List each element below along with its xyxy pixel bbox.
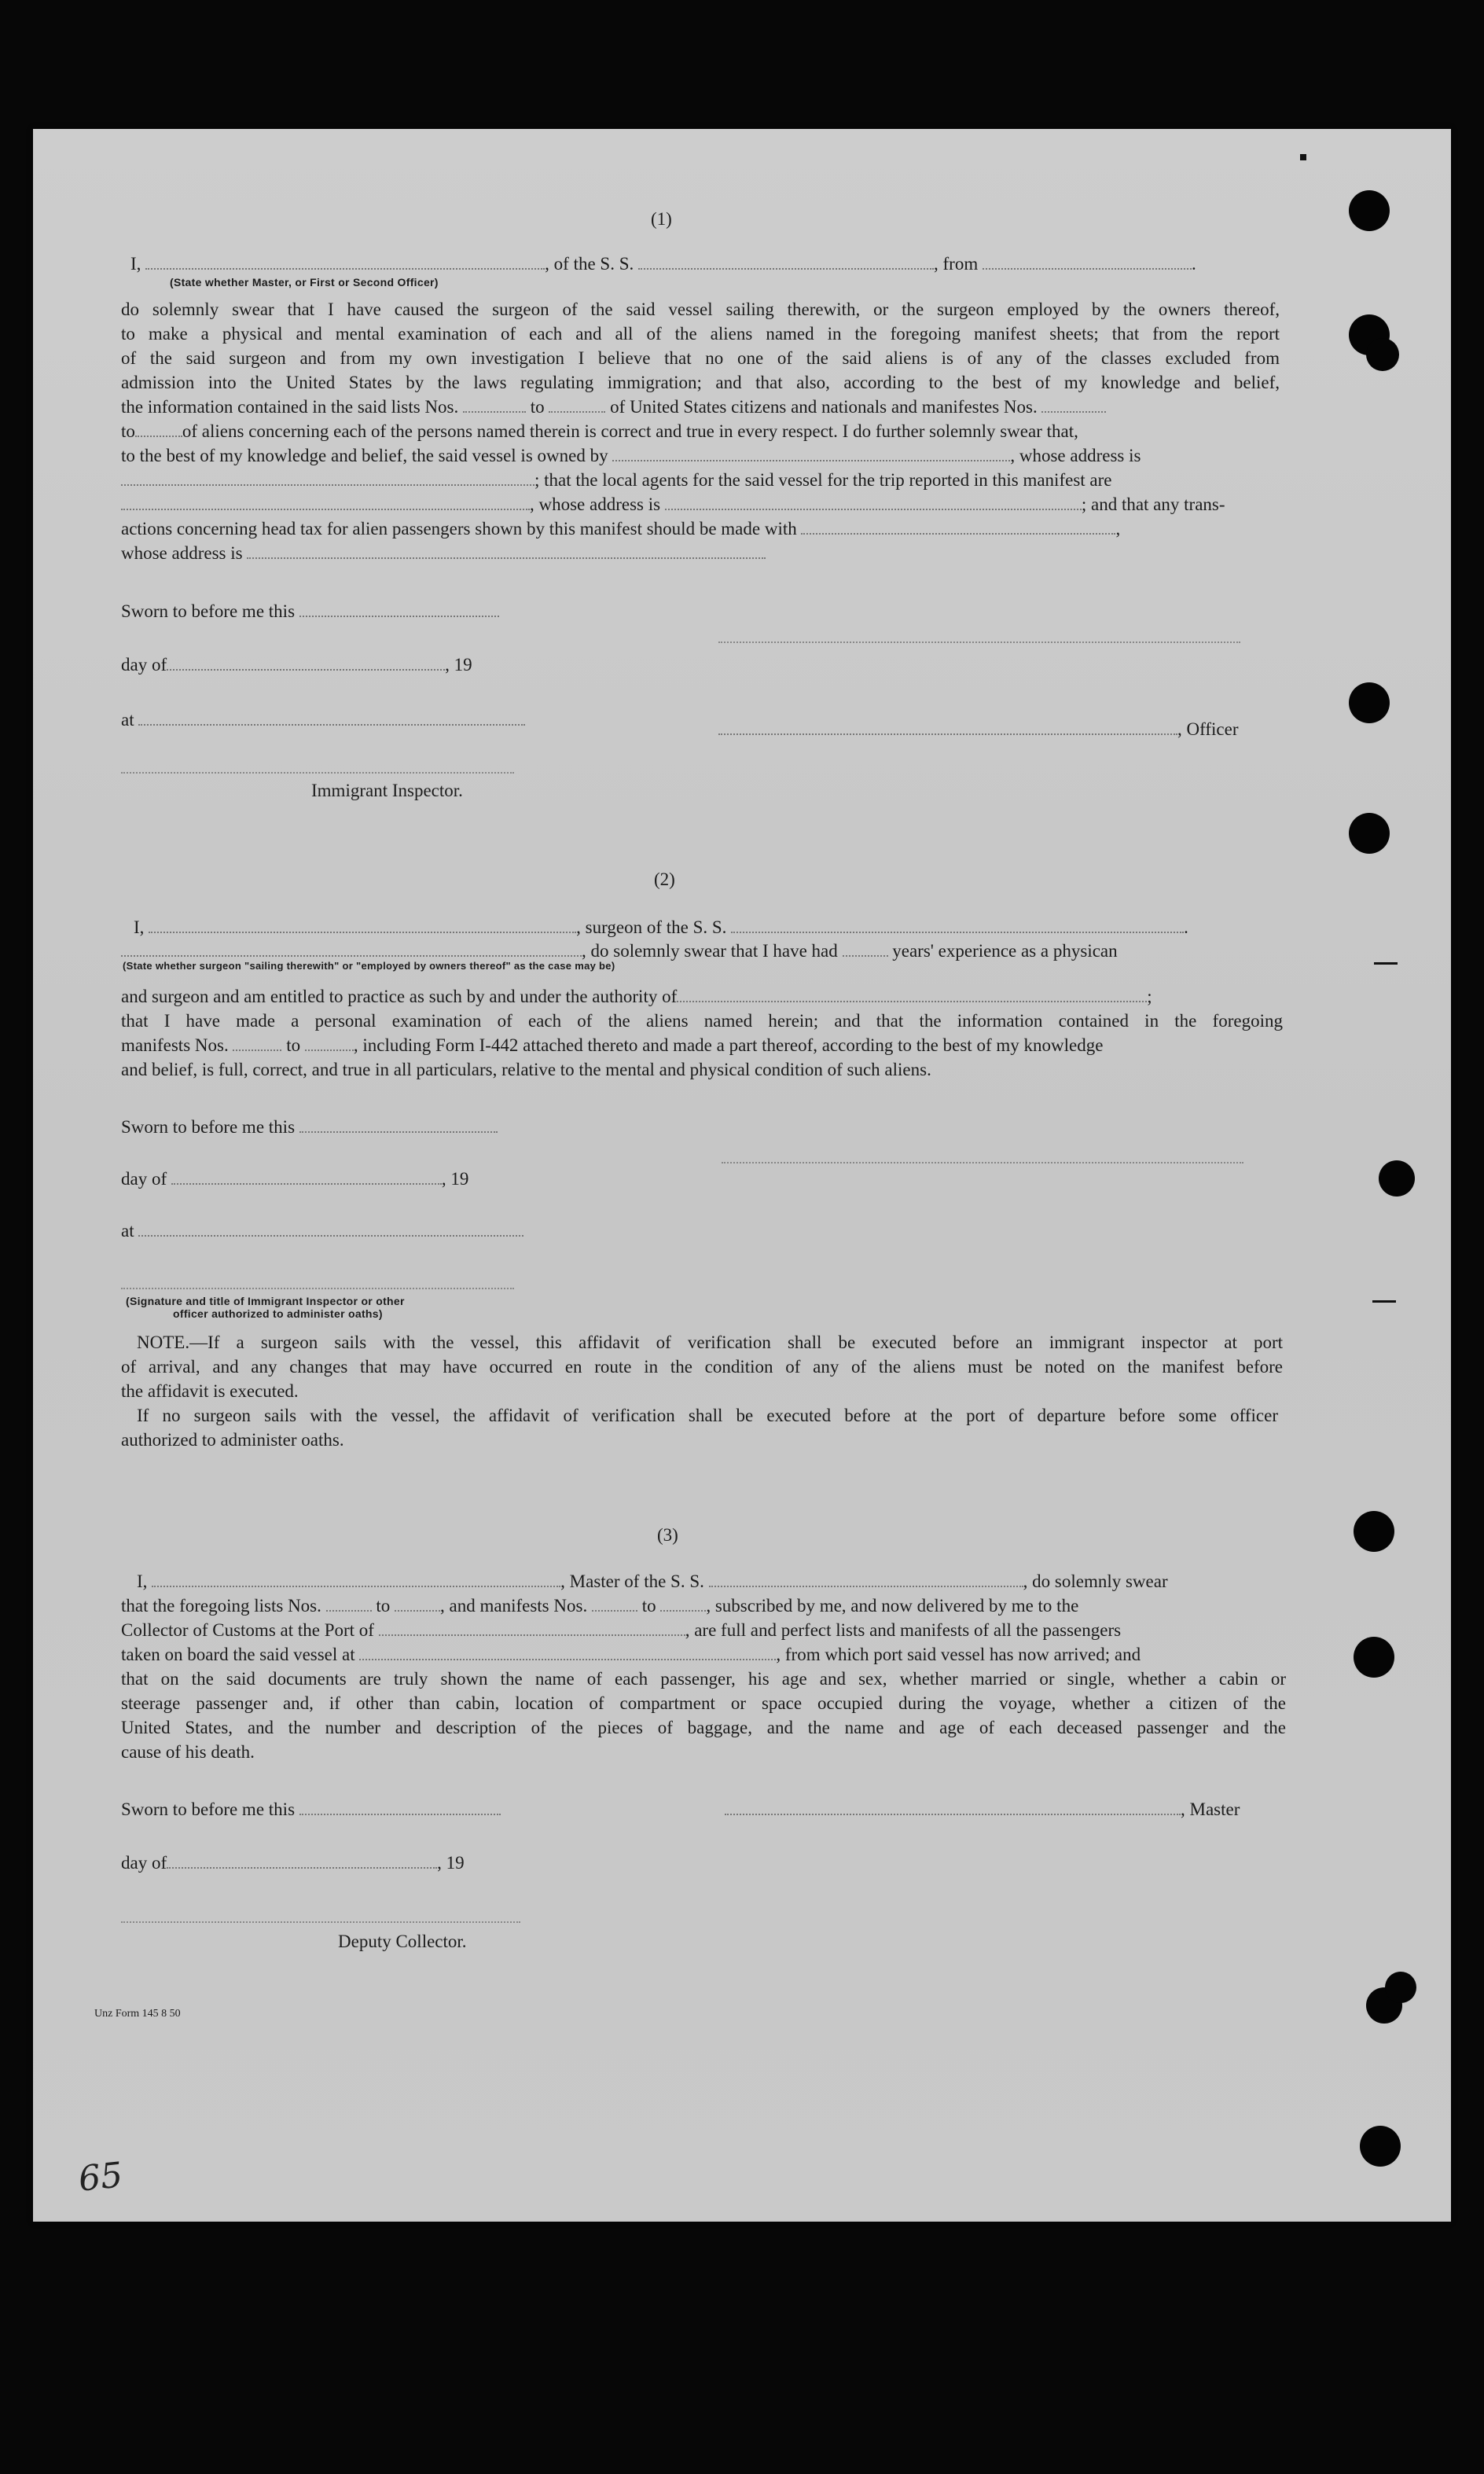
s3-lists-from-field[interactable] [326, 1596, 372, 1612]
s2-day-of-field[interactable] [171, 1169, 442, 1185]
agents-address-field[interactable] [665, 494, 1082, 510]
collector-port-field[interactable] [379, 1620, 685, 1636]
s3-sworn-line: Sworn to before me this [121, 1797, 501, 1821]
surgeon-name-field[interactable] [149, 917, 576, 933]
section-3-collector-line: Collector of Customs at the Port of , are full and perfect lists and manifests of all the passengers [121, 1620, 1122, 1640]
margin-mark [1374, 962, 1398, 965]
s3-manifests-from-field[interactable] [592, 1596, 637, 1612]
section-1-text: do solemnly swear that I have caused the surgeon of the said vessel sailing therewith, or the surgeon employed by the owners thereof, [121, 300, 1280, 319]
s2-sworn-line: Sworn to before me this [121, 1115, 498, 1139]
margin-mark [1372, 1300, 1396, 1303]
master-name-field[interactable] [152, 1572, 560, 1587]
owner-field[interactable] [612, 446, 1010, 461]
manifests-to-field[interactable] [135, 421, 182, 437]
section-1-text: to make a physical and mental examination of each and all of the aliens named in the foregoing manifest sheets; that from the report [121, 324, 1280, 344]
s3-manifests-to-field[interactable] [660, 1596, 706, 1612]
section-1-number: (1) [651, 209, 672, 229]
surgeon-note: (State whether surgeon "sailing therewith" or "employed by owners thereof" as the case may be) [123, 960, 615, 972]
from-port-field[interactable] [983, 254, 1192, 270]
officer-name-field[interactable] [145, 254, 545, 270]
ship-name-field[interactable] [638, 254, 934, 270]
section-3-text: cause of his death. [121, 1742, 255, 1762]
section-1-heading-line: I, , of the S. S. , from . [130, 254, 1196, 274]
s2-at-place-field[interactable] [138, 1221, 523, 1237]
s2-manifests-to-field[interactable] [305, 1035, 354, 1051]
s2-manifests-from-field[interactable] [233, 1035, 281, 1051]
headtax-party-field[interactable] [801, 519, 1115, 535]
note-text: NOTE.—If a surgeon sails with the vessel, this affidavit of verification shall be executed before an immigrant inspector at port [137, 1333, 1283, 1352]
section-1-lists-line: the information contained in the said lists Nos. to of United States citizens and nationals and manifestes Nos. [121, 395, 1106, 419]
section-3-text: that on the said documents are truly shown the name of each passenger, his age and sex, whether married or single, whether a cabin or [121, 1669, 1286, 1689]
agents-field[interactable] [121, 494, 530, 510]
section-2-manifests-line: manifests Nos. to , including Form I-442 attached thereto and made a part thereof, according to the best of my knowledge [121, 1035, 1104, 1055]
section-3-heading-line: I, , Master of the S. S. , do solemnly swear [137, 1572, 1168, 1591]
day-of-line: day of , 19 [121, 655, 472, 675]
punch-hole [1366, 338, 1399, 371]
punch-hole [1354, 1637, 1394, 1678]
surgeon-ship-field[interactable] [731, 917, 1184, 933]
deputy-label: Deputy Collector. [338, 1932, 467, 1951]
lists-from-field[interactable] [463, 397, 526, 413]
s3-lists-to-field[interactable] [395, 1596, 440, 1612]
page-number: 65 [76, 2155, 125, 2200]
day-of-field[interactable] [167, 655, 445, 671]
section-3-text: United States, and the number and description of the pieces of baggage, and the name and age of each deceased passenger and the [121, 1718, 1286, 1737]
master-signature-field[interactable] [725, 1799, 1181, 1815]
form-number: Unz Form 145 8 50 [94, 2008, 181, 2020]
section-1-headtax-line: actions concerning head tax for alien passengers shown by this manifest should be made with , [121, 519, 1121, 539]
section-2-text: that I have made a personal examination of each of the aliens named herein; and that the information contained in the foregoing [121, 1011, 1283, 1031]
deputy-signature-line[interactable] [121, 1921, 520, 1923]
manifest-affidavit-sheet [33, 129, 1451, 2222]
s3-day-of-field[interactable] [167, 1853, 437, 1869]
s2-inspector-signature-line[interactable] [121, 1288, 514, 1289]
note-text: authorized to administer oaths. [121, 1430, 344, 1450]
section-1-aliens-line: to of aliens concerning each of the persons named therein is correct and true in every respect. I do further solemnly swear that, [121, 421, 1078, 441]
s2-day-of-line: day of , 19 [121, 1169, 469, 1189]
punch-hole [1349, 813, 1390, 854]
s2-at-line: at [121, 1219, 523, 1243]
surgeon-type-field[interactable] [121, 941, 582, 957]
section-3-text: steerage passenger and, if other than cabin, location of compartment or space occupied during the voyage, whether a citizen of the [121, 1693, 1286, 1713]
officer-signature-field[interactable] [718, 719, 1177, 735]
note-text: the affidavit is executed. [121, 1381, 299, 1401]
section-1-owner-line: to the best of my knowledge and belief, the said vessel is owned by , whose address is [121, 446, 1141, 465]
section-1-agents-line: ; that the local agents for the said vessel for the trip reported in this manifest are [121, 468, 1111, 492]
punch-hole [1379, 1160, 1415, 1197]
owner-address-field[interactable] [121, 470, 534, 486]
punch-hole [1349, 682, 1390, 723]
sworn-date-field[interactable] [299, 601, 499, 617]
ink-speck [1300, 154, 1306, 160]
section-2-text: and belief, is full, correct, and true in all particulars, relative to the mental and physical condition of such aliens. [121, 1060, 931, 1079]
signature-note-1: (Signature and title of Immigrant Inspector or other [126, 1295, 405, 1307]
section-3-number: (3) [657, 1525, 678, 1545]
headtax-address-field[interactable] [247, 543, 766, 559]
punch-hole [1354, 1511, 1394, 1552]
years-experience-field[interactable] [843, 941, 888, 957]
section-1-headtax-address-line: whose address is [121, 541, 766, 565]
authority-field[interactable] [677, 987, 1147, 1002]
signature-note-2: officer authorized to administer oaths) [173, 1307, 383, 1320]
at-line: at [121, 708, 525, 732]
s3-day-of-line: day of , 19 [121, 1853, 465, 1873]
punch-hole [1349, 190, 1390, 231]
master-line: , Master [725, 1797, 1240, 1821]
officer-signature-line[interactable] [718, 641, 1240, 643]
s3-sworn-date-field[interactable] [299, 1799, 501, 1815]
inspector-label: Immigrant Inspector. [311, 781, 463, 800]
section-1-agents-address-line: , whose address is ; and that any trans- [121, 492, 1225, 516]
section-3-boarded-line: taken on board the said vessel at , from which port said vessel has now arrived; and [121, 1645, 1141, 1664]
section-2-number: (2) [654, 869, 675, 889]
boarding-port-field[interactable] [359, 1645, 776, 1660]
section-1-text: admission into the United States by the laws regulating immigration; and that also, according to the best of my knowledge and belief, [121, 373, 1280, 392]
section-2-authority-line: and surgeon and am entitled to practice as such by and under the authority of ; [121, 987, 1152, 1006]
note-text: of arrival, and any changes that may have occurred en route in the condition of any of the aliens must be noted on the manifest before [121, 1357, 1283, 1377]
officer-line: , Officer [718, 717, 1238, 741]
s2-sworn-date-field[interactable] [299, 1117, 498, 1133]
punch-hole [1385, 1972, 1416, 2003]
note-text: If no surgeon sails with the vessel, the affidavit of verification shall be executed before at the port of departure before some officer [137, 1406, 1278, 1425]
manifests-from-field[interactable] [1041, 397, 1106, 413]
surgeon-signature-line[interactable] [722, 1162, 1243, 1163]
at-place-field[interactable] [138, 710, 525, 726]
sworn-line: Sworn to before me this [121, 599, 499, 623]
section-2-heading-line: I, , surgeon of the S. S. . [134, 917, 1188, 937]
section-3-lists-line: that the foregoing lists Nos. to , and manifests Nos. to , subscribed by me, and now delivered by me to the [121, 1596, 1079, 1616]
section-1-text: of the said surgeon and from my own investigation I believe that no one of the said aliens is of any of the classes excluded from [121, 348, 1280, 368]
punch-hole [1360, 2126, 1401, 2167]
lists-to-field[interactable] [549, 397, 605, 413]
section-2-experience-line: , do solemnly swear that I have had years' experience as a physican [121, 939, 1118, 963]
officer-note: (State whether Master, or First or Second Officer) [170, 276, 439, 289]
inspector-signature-line[interactable] [121, 772, 514, 774]
s3-ship-field[interactable] [709, 1572, 1023, 1587]
